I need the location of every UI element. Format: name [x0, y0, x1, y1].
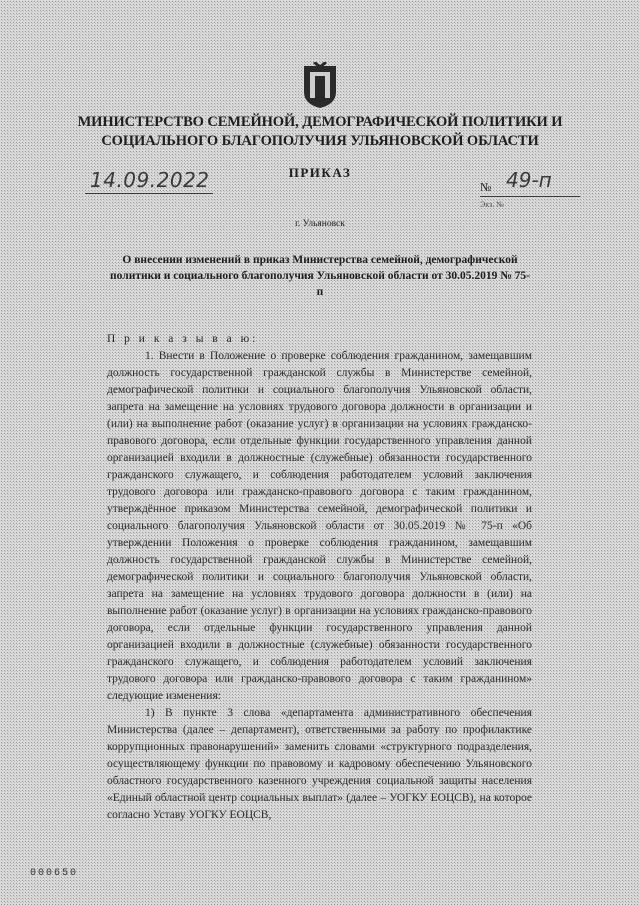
ministry-name: МИНИСТЕРСТВО СЕМЕЙНОЙ, ДЕМОГРАФИЧЕСКОЙ ПОЛИТИКИ И СОЦИАЛЬНОГО БЛАГОПОЛУЧИЯ УЛЬЯНОВСКОЙ ОБЛАСТИ — [77, 114, 563, 149]
paragraph-2: 1) В пункте 3 слова «департамента административного обеспечения Министерства (далее – департамент), ответственными за работу по профилактике коррупционных правонарушений» заменить словами «структурного подразделения, осуществляющему функции по правовому и кадровому обеспечению Ульяновского областного государственного казенного учреждения социальной защиты населения «Единый областной центр социальных выплат» (далее – УОГКУ ЕОЦСВ), на которое согласно Уставу УОГКУ ЕОЦСВ, — [107, 707, 532, 821]
page-stamp-number: 000650 — [30, 868, 79, 879]
order-number: 49-п — [506, 168, 552, 192]
coat-of-arms-emblem — [300, 62, 340, 110]
copy-number-label: Экз. № — [480, 200, 504, 209]
date-underline — [85, 193, 213, 194]
order-date: 14.09.2022 — [90, 168, 210, 192]
order-subject: О внесении изменений в приказ Министерства семейной, демографической политики и социального благополучия Ульяновской области от 30.05.2019 № 75-п — [110, 254, 530, 298]
orders-phrase: П р и к а з ы в а ю: — [107, 333, 259, 345]
order-body — [107, 331, 532, 824]
paragraph-1: 1. Внести в Положение о проверке соблюдения гражданином, замещавшим должность государственной гражданской службы в Министерстве семейной, демографической политики и социального благополучия Ульяновской области, запрета на замещение на условиях трудового договора должности в организации и (или) на выполнение работ (оказание услуг) в организации на условиях гражданско-правового договора, если отдельные функции государственного управления данной организацией входили в должностные (служебные) обязанности государственного гражданского служащего, и соблюдения работодателем условий заключения трудового договора или гражданско-правового договора с таким гражданином, утверждённое приказом Министерства семейной, демографической политики и социального благополучия Ульяновской области от 30.05.2019 № 75-п «Об утверждении Положения о проверке соблюдения гражданином, замещавшим должность государственной гражданской службы в Министерстве семейной, демографической политики и социального благополучия Ульяновской области, запрета на замещение на условиях трудового договора должности в (или) на выполнение работ (оказание услуг) в организации на условиях гражданско-правового договора, если отдельные функции государственного управления данной организацией входили в должностные (служебные) обязанности государственного гражданского служащего, и соблюдения работодателем условий заключения трудового договора или гражданско-правового договора с таким гражданином» следующие изменения: — [107, 350, 532, 702]
city: г. Ульяновск — [295, 219, 345, 229]
number-underline — [480, 196, 580, 197]
number-label: № — [480, 180, 492, 194]
document-type: ПРИКАЗ — [288, 165, 352, 180]
